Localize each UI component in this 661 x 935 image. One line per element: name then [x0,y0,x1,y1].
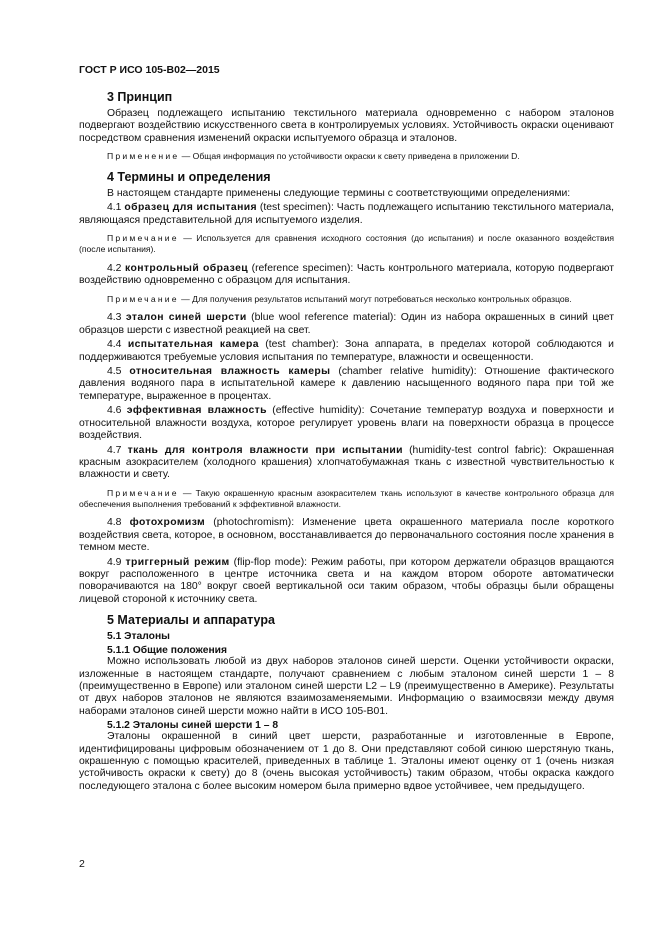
term-4-1: 4.1 образец для испытания (test specimen): Часть подлежащего испытанию текстильного материала, являющаяся представительной для испытуемого изделия. [79,202,614,226]
term-4-2-note: Примечание — Для получения результатов испытаний могут потребоваться несколько контрольных образцов. [107,293,572,304]
section-5-1-2-text: Эталоны окрашенной в синий цвет шерсти, разработанные и изготовленные в Европе, идентифицированы цифровым обозначением от 1 до 8. Они представляют собой синюю шерстяную ткань, окрашенную с помощью красителей, приведенных в таблице 1. Эталоны имеют оценку от 1 (очень низкая устойчивость окраски к свету) до 8 (очень высокая устойчивость) таким образом, чтобы окраска каждого последующего эталона с более высоким номером была примерно вдвое устойчивее, чем предыдущего. [79,731,614,792]
term-4-4: 4.4 испытательная камера (test chamber): Зона аппарата, в пределах которой соблюдаются и поддерживаются требуемые условия испытания по температуре, влажности и освещенности. [79,339,614,363]
term-4-8: 4.8 фотохромизм (photochromism): Изменение цвета окрашенного материала после короткого воздействия света, которое, в основном, восстанавливается до первоначального состояния после хранения в темном месте. [79,517,614,554]
page-content [79,90,614,795]
section-5-1-2-title: 5.1.2 Эталоны синей шерсти 1 – 8 [107,720,279,732]
term-name: эталон синей шерсти [125,312,247,324]
term-4-7-note: Примечание — Такую окрашенную красным азокрасителем ткань используют в качестве контрольного образца для обеспечения выполнения требований к эффективной влажности. [79,487,614,509]
section-5-1-1-text: Можно использовать любой из двух наборов эталонов синей шерсти. Оценки устойчивости окраски, изложенные в настоящем стандарте, получают сравнением с любым эталоном синей шерсти 1 – 8 (преимущественно в Европе) или эталоном синей шерсти L2 – L9 (преимущественно в Америке). Результаты от двух наборов эталонов не являются взаимозаменяемыми. Информацию о взаимосвязи между двумя наборами эталонов синей шерсти можно найти в ИСО 105-В01. [79,656,614,717]
term-4-3: 4.3 эталон синей шерсти (blue wool reference material): Один из набора окрашенных в синий цвет образцов шерсти с известной реакцией на свет. [79,312,614,336]
page-number: 2 [79,858,85,870]
section-4-intro: В настоящем стандарте применены следующие термины с соответствующими определениями: [107,188,571,200]
term-name: образец для испытания [124,202,257,214]
term-name: испытательная камера [127,339,259,351]
term-name: фотохромизм [129,517,206,529]
term-4-6: 4.6 эффективная влажность (effective humidity): Сочетание температур воздуха и поверхности и относительной влажности воздуха, которое регулирует уровень влаги на поверхности образца в процессе воздействия. [79,405,614,442]
term-4-2: 4.2 контрольный образец (reference specimen): Часть контрольного материала, которую подвергают воздействию одновременно с образцом для испытания. [79,262,614,287]
term-name: триггерный режим [125,556,230,568]
term-name: ткань для контроля влажности при испытании [127,444,403,456]
document-header: ГОСТ Р ИСО 105-В02—2015 [79,64,220,76]
term-4-5: 4.5 относительная влажность камеры (chamber relative humidity): Отношение фактического давления водяного пара в испытательной камере к давлению насыщенного водяного пара при той же температуре, выраженное в процентах. [79,366,614,402]
term-name: относительная влажность камеры [129,366,331,378]
section-3-note [79,151,614,162]
section-5-title: 5 Материалы и аппаратура [107,613,275,628]
section-5-1-1-title: 5.1.1 Общие положения [107,645,227,657]
term-4-7: 4.7 ткань для контроля влажности при испытании (humidity-test control fabric): Окрашенная красным азокрасителем (холодного крашения) хлопчатобумажная ткань с известной чувствительностью к влажности и свету. [79,444,614,481]
note-text: — Общая информация по устойчивости окраски к свету приведена в приложении D. [179,151,520,162]
term-4-1-note: Примечание — Используется для сравнения исходного состояния (до испытания) и после оказанного воздействия (после испытания). [79,233,614,255]
section-4-title: 4 Термины и определения [107,170,271,185]
term-name: эффективная влажность [126,405,267,417]
section-3-title: 3 Принцип [107,90,173,104]
term-4-9: 4.9 триггерный режим (flip-flop mode): Режим работы, при котором держатели образцов вращаются вокруг расположенного в центре источника света и на каждом втором обороте автоматически поворачиваются на 180° вокруг своей вертикальной оси таким образом, чтобы образцы были обращены лицевой стороной к источнику света. [79,556,614,605]
section-3-paragraph: Образец подлежащего испытанию текстильного материала одновременно с набором эталонов подвергают воздействию искусственного света в контролируемых условиях. Устойчивость окраски оценивают посредством сравнения изменений окраски испытуемого образца и эталонов. [79,108,614,144]
term-name: контрольный образец [124,262,249,274]
section-5-1-title: 5.1 Эталоны [107,631,170,643]
note-label: Применение [107,151,180,162]
